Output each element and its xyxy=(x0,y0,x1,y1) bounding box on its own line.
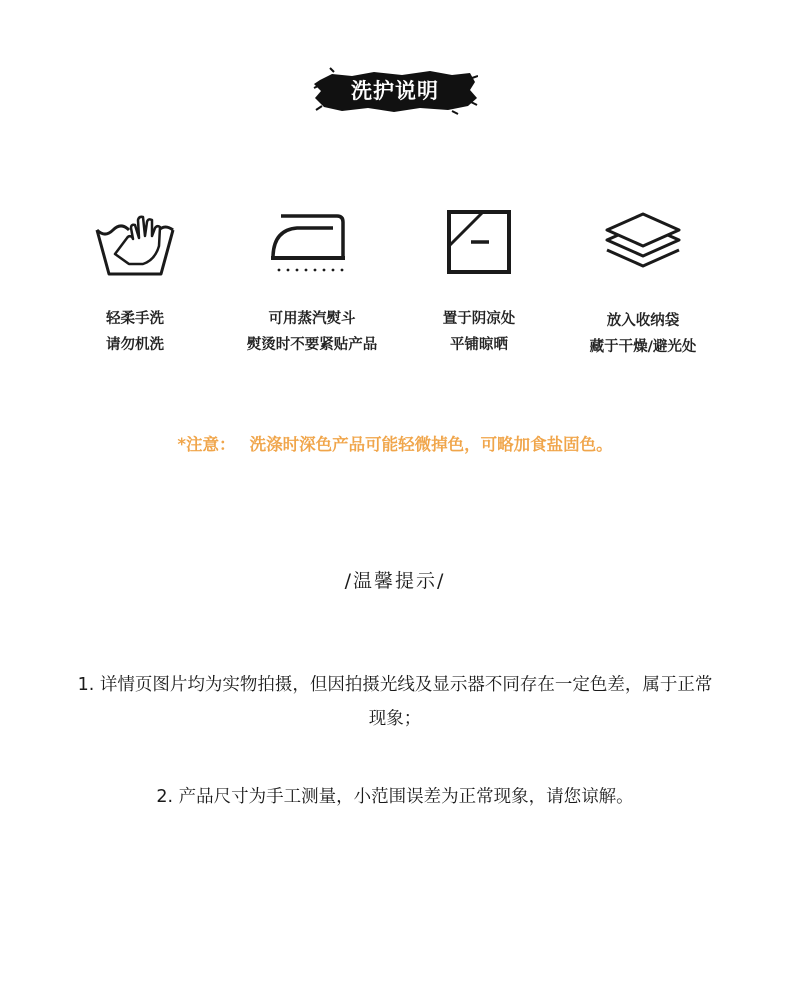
hand-wash-icon xyxy=(93,208,177,280)
care-label-line1: 置于阴凉处 xyxy=(442,311,516,327)
care-item-steam-iron xyxy=(222,208,402,358)
title-banner xyxy=(0,66,790,116)
tip-item: 1. 详情页图片均为实物拍摄，但因拍摄光线及显示器不同存在一定色差，属于正常现象； xyxy=(77,675,713,729)
note-label: *注意： xyxy=(177,435,236,454)
care-item-hand-wash xyxy=(45,208,225,358)
note-text: 洗涤时深色产品可能轻微掉色，可略加食盐固色。 xyxy=(249,435,613,454)
care-label-line1: 轻柔手洗 xyxy=(106,311,164,327)
tip-item: 2. 产品尺寸为手工测量，小范围误差为正常现象，请您谅解。 xyxy=(156,787,634,807)
care-label-line1: 可用蒸汽熨斗 xyxy=(268,311,356,327)
tips-title: /温馨提示/ xyxy=(344,570,446,592)
care-label-line2: 请勿机洗 xyxy=(106,337,164,353)
care-label-line2: 平铺晾晒 xyxy=(450,337,508,353)
page-title: 洗护说明 xyxy=(351,79,439,103)
care-item-dry-in-shade xyxy=(389,206,569,358)
care-item-storage xyxy=(553,206,733,360)
care-label-line2: 熨烫时不要紧贴产品 xyxy=(246,337,378,353)
care-label-line2: 藏于干燥/避光处 xyxy=(589,339,697,355)
steam-iron-icon xyxy=(267,208,357,280)
stacked-storage-icon xyxy=(601,206,685,278)
care-label-line1: 放入收纳袋 xyxy=(606,313,680,329)
care-note xyxy=(0,431,790,455)
dry-in-shade-icon xyxy=(443,206,515,278)
